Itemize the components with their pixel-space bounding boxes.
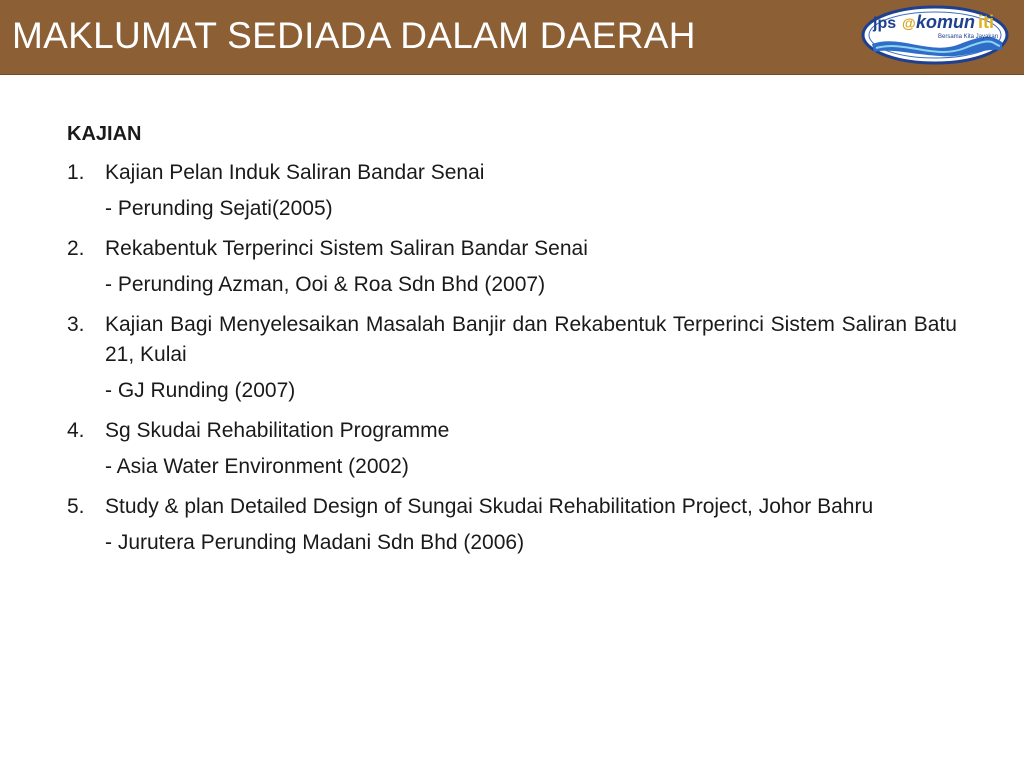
slide-header [0,0,1024,75]
list-item-number: 5. [67,495,85,518]
logo-text-at: @ [902,15,916,31]
list-item-title: Rekabentuk Terperinci Sistem Saliran Bandar Senai [105,237,588,260]
list-item-consultant: - Perunding Sejati(2005) [105,197,333,220]
logo-tagline: Bersama Kita Jayakan [938,34,999,40]
list-item-number: 2. [67,237,85,260]
jps-komuniti-logo-icon [860,4,1010,66]
list-item [67,234,957,300]
list-item-consultant: - Perunding Azman, Ooi & Roa Sdn Bhd (2007) [105,273,546,296]
list-item-consultant: - Jurutera Perunding Madani Sdn Bhd (2006) [105,531,525,554]
list-item-title: Study & plan Detailed Design of Sungai Skudai Rehabilitation Project, Johor Bahru [105,495,874,518]
list-item-consultant: - Asia Water Environment (2002) [105,455,409,478]
slide-title: MAKLUMAT SEDIADA DALAM DAERAH [12,15,696,56]
logo-text-komun: komun [916,12,976,32]
list-item-title: Kajian Bagi Menyelesaikan Masalah Banjir dan Rekabentuk Terperinci Sistem Saliran Batu 21, Kulai [105,313,957,366]
logo-text-iti: iti [978,12,994,32]
list-item-number: 1. [67,161,85,184]
study-list [67,158,957,558]
list-item [67,158,957,224]
list-item-title: Kajian Pelan Induk Saliran Bandar Senai [105,161,485,184]
list-item-title: Sg Skudai Rehabilitation Programme [105,419,450,442]
list-item [67,492,957,558]
section-heading: KAJIAN [67,123,142,145]
list-item-consultant: - GJ Runding (2007) [105,379,296,402]
list-item-number: 3. [67,313,85,336]
list-item [67,310,957,406]
list-item [67,416,957,482]
logo-text-jps: jps [873,15,897,32]
slide-body [67,120,957,568]
list-item-number: 4. [67,419,85,442]
